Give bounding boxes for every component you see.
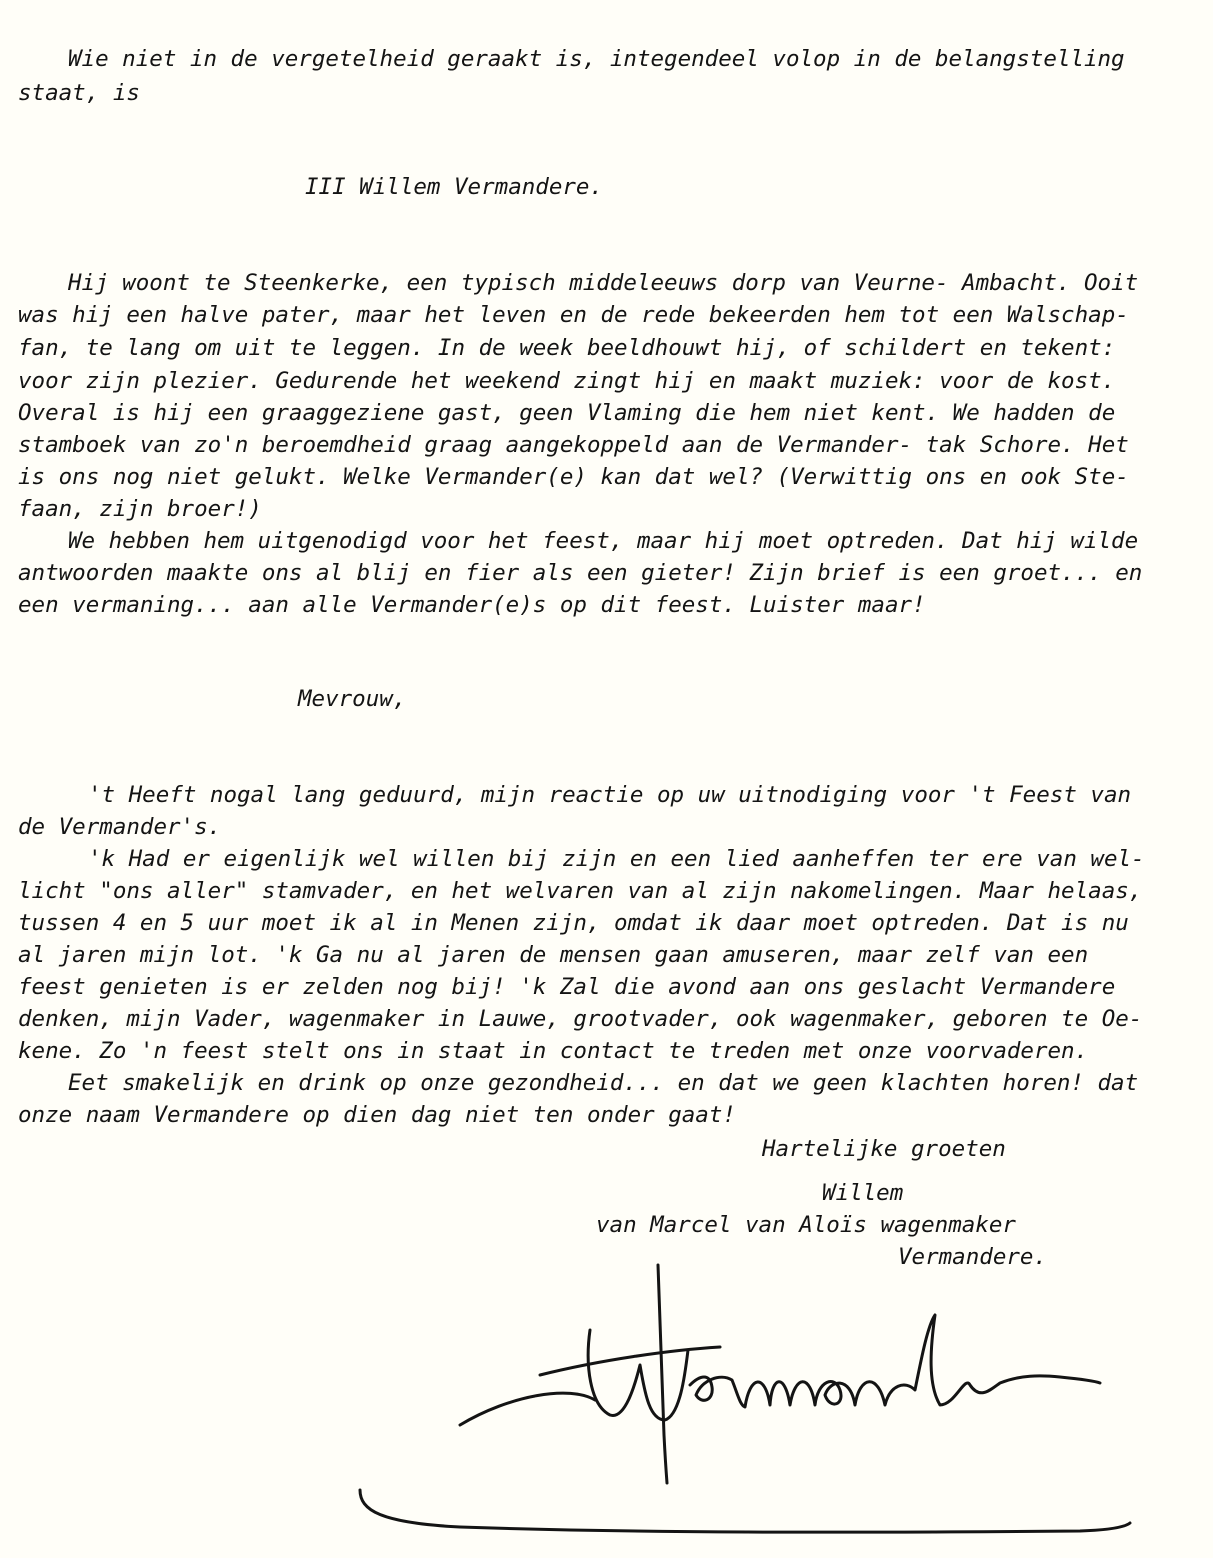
- body-p2-line-1: We hebben hem uitgenodigd voor het feest, maar hij moet optreden. Dat hij wilde: [68, 528, 1139, 554]
- letter-salutation: Mevrouw,: [298, 686, 407, 712]
- body-p2-line-2: antwoorden maakte ons al blij en fier als een gieter! Zijn brief is een groet... en: [18, 560, 1143, 586]
- letter-p3-line-1: Eet smakelijk en drink op onze gezondheid... en dat we geen klachten horen! dat: [68, 1070, 1139, 1096]
- signature-underline: [360, 1490, 1130, 1532]
- body-p1-line-6: stamboek van zo'n beroemdheid graag aangekoppeld aan de Vermander- tak Schore. Het: [18, 432, 1129, 458]
- intro-line-1: Wie niet in de vergetelheid geraakt is, integendeel volop in de belangstelling: [68, 46, 1125, 72]
- letter-p2-line-6: denken, mijn Vader, wagenmaker in Lauwe, grootvader, ook wagenmaker, geboren te Oe-: [18, 1006, 1143, 1032]
- letter-p1-line-1: 't Heeft nogal lang geduurd, mijn reactie op uw uitnodiging voor 't Feest van: [88, 782, 1132, 808]
- letter-p2-line-3: tussen 4 en 5 uur moet ik al in Menen zijn, omdat ik daar moet optreden. Dat is nu: [18, 910, 1129, 936]
- signoff-name: Willem: [822, 1180, 904, 1206]
- letter-p2-line-1: 'k Had er eigenlijk wel willen bij zijn en een lied aanheffen ter ere van wel-: [88, 846, 1145, 872]
- letter-p2-line-4: al jaren mijn lot. 'k Ga nu al jaren de mensen gaan amuseren, maar zelf van een: [18, 942, 1089, 968]
- body-p1-line-7: is ons nog niet gelukt. Welke Vermander(e) kan dat wel? (Verwittig ons en ook Ste-: [18, 464, 1129, 490]
- signature-body: [690, 1315, 1100, 1407]
- section-heading: III Willem Vermandere.: [305, 174, 604, 200]
- signature-v: [588, 1330, 688, 1420]
- letter-p1-line-2: de Vermander's.: [18, 814, 222, 840]
- body-p1-line-5: Overal is hij een graaggeziene gast, geen Vlaming die hem niet kent. We hadden de: [18, 400, 1116, 426]
- signature-flourish-left: [460, 1393, 595, 1425]
- body-p1-line-8: faan, zijn broer!): [18, 496, 262, 522]
- intro-line-2: staat, is: [18, 80, 140, 106]
- signature-strokes: [360, 1265, 1130, 1532]
- body-p1-line-4: voor zijn plezier. Gedurende het weekend zingt hij en maakt muziek: voor de kost.: [18, 368, 1116, 394]
- body-p1-line-1: Hij woont te Steenkerke, een typisch middeleeuws dorp van Veurne- Ambacht. Ooit: [68, 270, 1139, 296]
- letter-p2-line-7: kene. Zo 'n feest stelt ons in staat in contact te treden met onze voorvaderen.: [18, 1038, 1089, 1064]
- body-p1-line-3: fan, te lang om uit te leggen. In de week beeldhouwt hij, of schildert en tekent:: [18, 335, 1116, 361]
- signoff-surname: Vermandere.: [898, 1244, 1048, 1270]
- signature-stem: [658, 1265, 667, 1483]
- letter-p2-line-5: feest genieten is er zelden nog bij! 'k Zal die avond aan ons geslacht Vermandere: [18, 974, 1116, 1000]
- letter-p2-line-2: licht "ons aller" stamvader, en het welvaren van al zijn nakomelingen. Maar helaas,: [18, 878, 1143, 904]
- signature-cross: [540, 1347, 720, 1375]
- body-p2-line-3: een vermaning... aan alle Vermander(e)s op dit feest. Luister maar!: [18, 592, 926, 618]
- signoff-lineage: van Marcel van Aloïs wagenmaker: [596, 1212, 1016, 1238]
- letter-p3-line-2: onze naam Vermandere op dien dag niet ten onder gaat!: [18, 1102, 736, 1128]
- letter-closing: Hartelijke groeten: [762, 1136, 1006, 1162]
- body-p1-line-2: was hij een halve pater, maar het leven en de rede bekeerden hem tot een Walschap-: [18, 302, 1129, 328]
- handwritten-signature: [340, 1255, 1140, 1555]
